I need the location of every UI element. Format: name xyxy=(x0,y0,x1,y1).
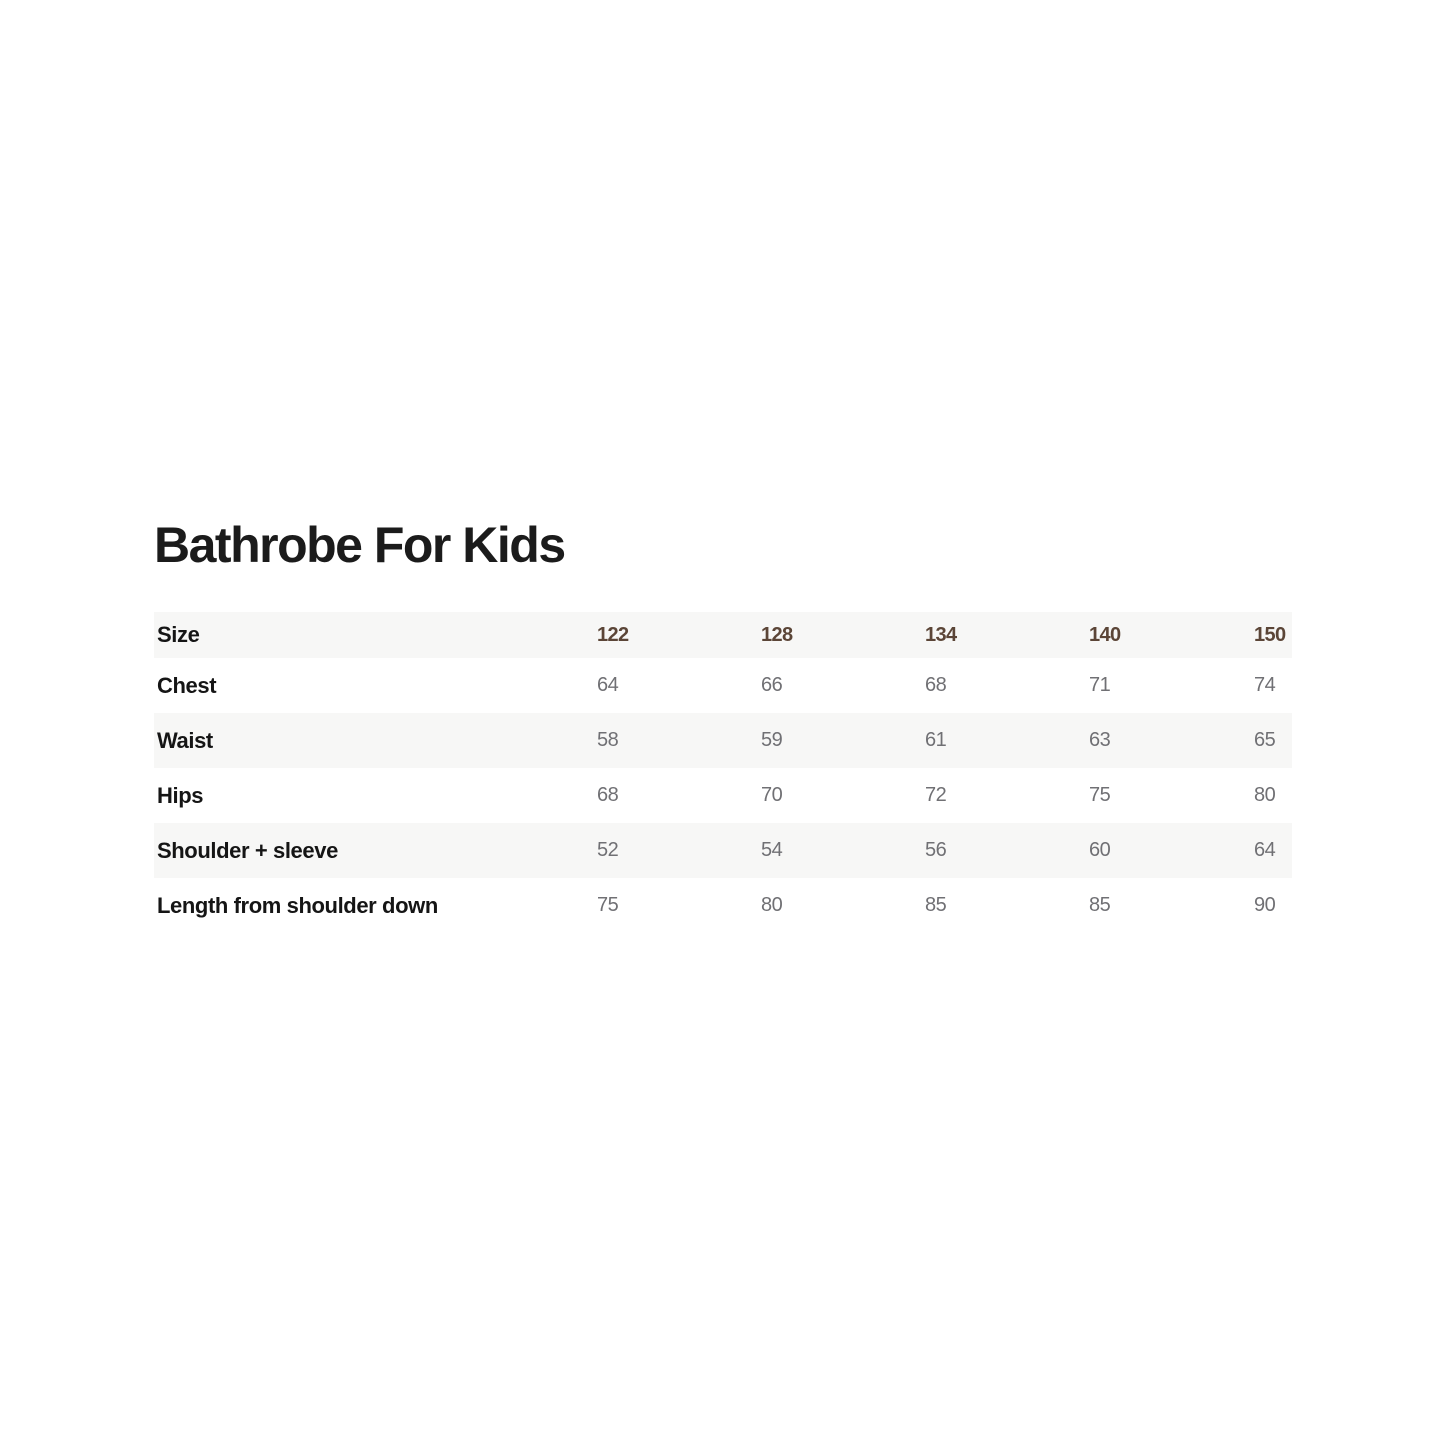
spec-value: 71 xyxy=(1089,674,1111,696)
spec-value: 64 xyxy=(597,674,619,696)
spec-value: 72 xyxy=(925,784,947,806)
spec-value: 75 xyxy=(1089,784,1111,806)
spec-value: 85 xyxy=(1089,894,1111,916)
spec-value: 75 xyxy=(597,894,619,916)
size-header-value: 140 xyxy=(1089,623,1121,646)
page-title: Bathrobe For Kids xyxy=(154,517,565,573)
spec-value: 85 xyxy=(925,894,947,916)
spec-value: 61 xyxy=(925,729,947,751)
spec-label: Waist xyxy=(157,727,213,753)
spec-value: 68 xyxy=(597,784,619,806)
spec-label: Length from shoulder down xyxy=(157,892,438,918)
spec-value: 58 xyxy=(597,729,619,751)
spec-value: 80 xyxy=(761,894,783,916)
spec-row-waist xyxy=(154,713,1292,768)
size-header-value: 134 xyxy=(925,623,957,646)
spec-row-hips xyxy=(154,768,1292,823)
spec-value: 66 xyxy=(761,674,783,696)
spec-value: 74 xyxy=(1254,674,1276,696)
spec-value: 65 xyxy=(1254,729,1276,751)
spec-label: Hips xyxy=(157,782,204,808)
spec-row-shoulder-sleeve xyxy=(154,823,1292,878)
spec-value: 70 xyxy=(761,784,783,806)
spec-value: 64 xyxy=(1254,839,1276,861)
spec-label: Shoulder + sleeve xyxy=(157,837,338,863)
spec-value: 63 xyxy=(1089,729,1111,751)
spec-value: 52 xyxy=(597,839,619,861)
size-header-value: 128 xyxy=(761,623,793,646)
spec-value: 80 xyxy=(1254,784,1276,806)
size-header-value: 122 xyxy=(597,623,629,646)
spec-value: 54 xyxy=(761,839,783,861)
spec-value: 90 xyxy=(1254,894,1276,916)
spec-row-length xyxy=(154,878,1292,933)
size-chart-table xyxy=(154,612,1292,933)
size-header-row xyxy=(154,612,1292,658)
spec-value: 60 xyxy=(1089,839,1111,861)
spec-value: 56 xyxy=(925,839,947,861)
size-header-label: Size xyxy=(157,622,200,647)
spec-label: Chest xyxy=(157,672,217,698)
spec-row-chest xyxy=(154,658,1292,713)
spec-value: 68 xyxy=(925,674,947,696)
size-header-value: 150 xyxy=(1254,623,1286,646)
spec-value: 59 xyxy=(761,729,783,751)
